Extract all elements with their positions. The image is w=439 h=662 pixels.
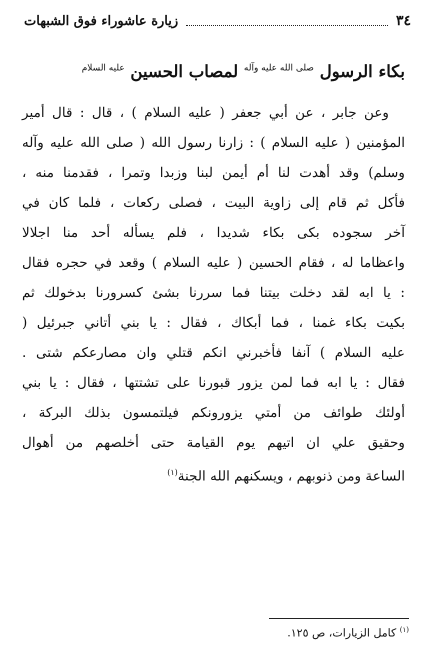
paragraph-line-text: الساعة ومن ذنوبهم ، ويسكنهم الله الجنة <box>177 468 405 485</box>
paragraph-line: واعظاما له ، فقام الحسين ( عليه السلام ) وقعد في حجره فقال <box>22 255 405 271</box>
running-header <box>24 10 411 32</box>
footnote-reference[interactable]: (١) <box>167 468 178 477</box>
header-leader-dots <box>186 16 388 26</box>
honorific-prophet: صلى الله عليه وآله <box>243 63 314 74</box>
narration-paragraph <box>22 98 405 492</box>
section-heading-part-1: بكاء الرسول <box>319 62 405 81</box>
paragraph-line: وسلم) وقد أهدت لنا أم أيمن لبنا وزبدا وتمرا ، فقدمنا منه ، <box>22 165 405 181</box>
paragraph-line-last <box>22 458 405 492</box>
paragraph-line: عليه السلام ) آنفا فأخبرني انكم قتلي وان مصارعكم شتى . <box>22 345 405 361</box>
footnote <box>24 626 409 640</box>
paragraph-line: فأكل ثم قام إلى زاوية البيت ، فصلى ركعات ، فلما كان في <box>22 195 405 211</box>
paragraph-line: المؤمنين ( عليه السلام ) : زارنا رسول الله ( صلى الله عليه وآله <box>22 135 405 151</box>
paragraph-line: : يا ابه لقد دخلت بيتنا فما سررنا بشئ كسرورنا بدخولك ثم <box>22 285 405 301</box>
honorific-imam: عليه السلام <box>81 63 125 74</box>
running-header-title: زيارة عاشوراء فوق الشبهات <box>24 13 179 29</box>
section-heading <box>24 62 405 81</box>
paragraph-line: بكيت بكاء غمنا ، فما أبكاك ، فقال : يا بني أتاني جبرئيل ( <box>22 315 405 331</box>
footnote-divider <box>269 618 409 619</box>
section-heading-part-2: لمصاب الحسين <box>124 62 239 81</box>
page-number: ٣٤ <box>395 13 411 29</box>
footnote-text: كامل الزيارات، ص ١٢٥. <box>287 626 397 640</box>
paragraph-line: وحقيق علي ان اتيهم يوم القيامة حتى أخلصهم من أهوال <box>22 435 405 451</box>
paragraph-line: فقال : يا ابه فما لمن يزور قبورنا على تشتتها ، فقال : يا بني <box>22 375 405 391</box>
footnote-marker: (١) <box>399 626 409 634</box>
paragraph-line: وعن جابر ، عن أبي جعفر ( عليه السلام ) ، قال : قال أمير <box>22 105 389 121</box>
paragraph-line: آخر سجوده بكى بكاء شديدا ، فلم يسأله أحد منا اجلالا <box>22 225 405 241</box>
paragraph-line: أولئك طوائف من أمتي يزورونكم فيلتمسون بذلك البركة ، <box>22 405 405 421</box>
